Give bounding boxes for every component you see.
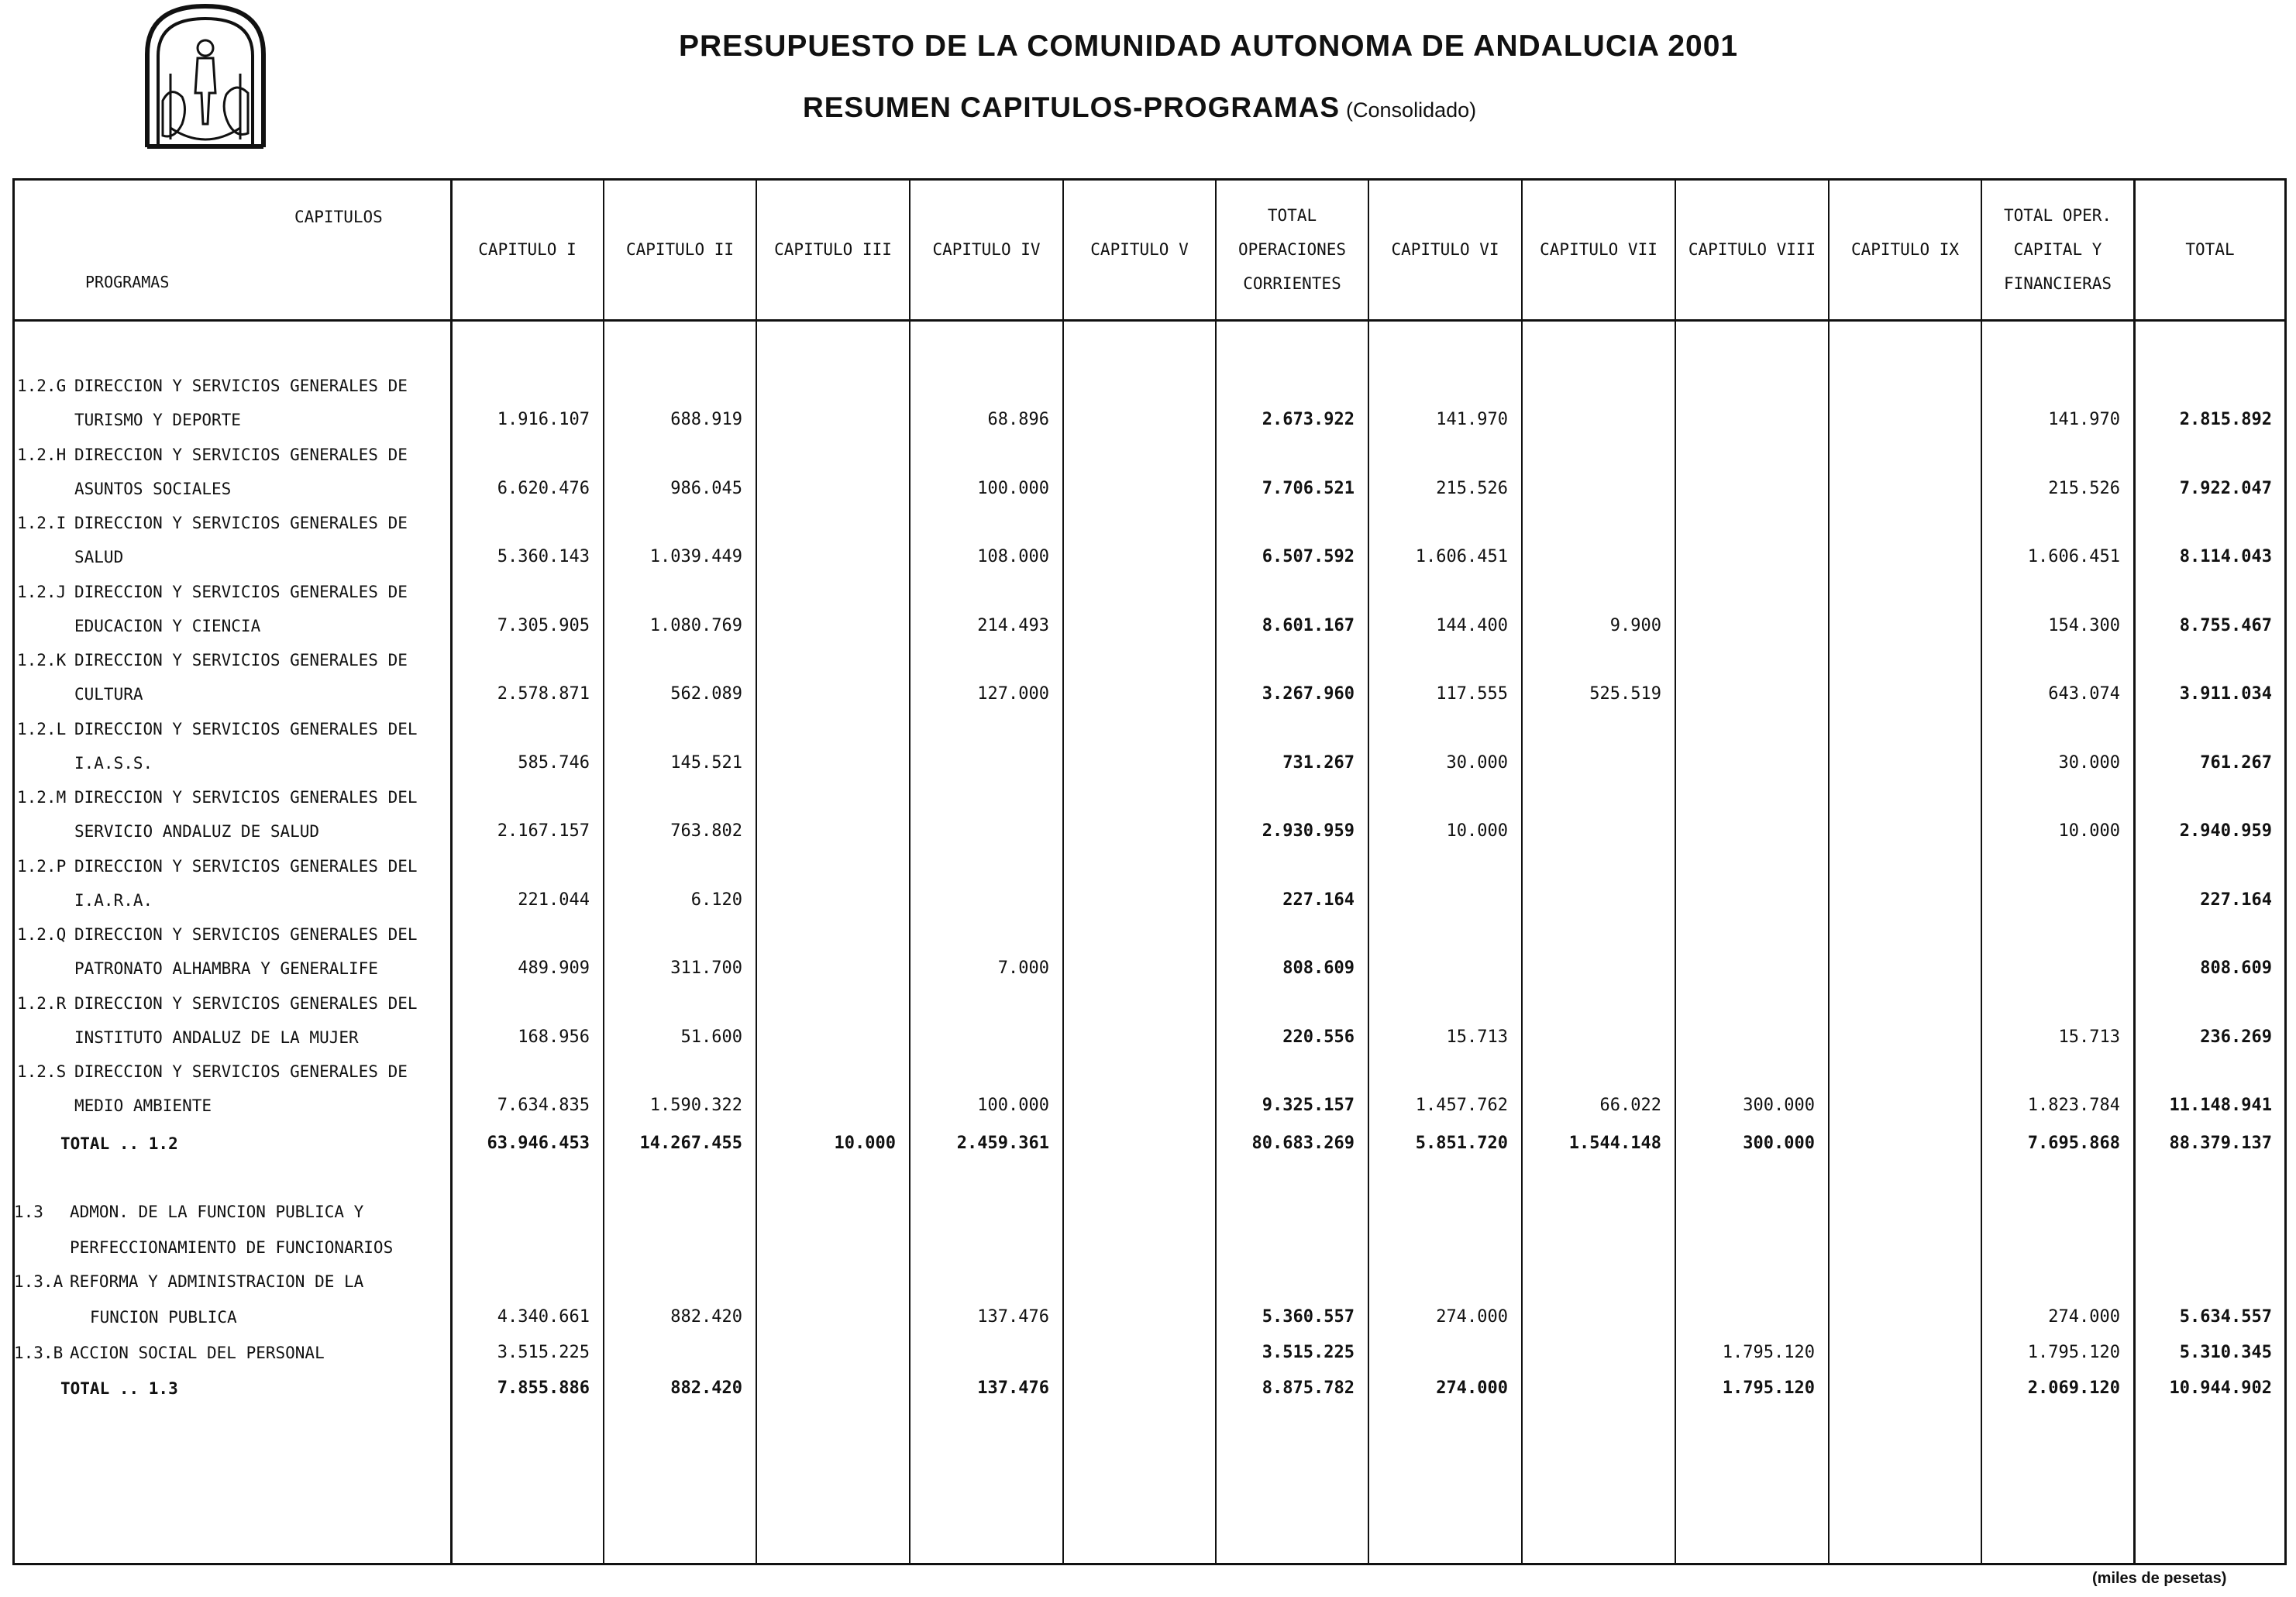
program-row-value: 2.673.922 xyxy=(1262,410,1355,429)
program-name: REFORMA Y ADMINISTRACION DE LA xyxy=(70,1272,364,1291)
program-row-value: 10.000 xyxy=(1446,821,1508,841)
program-row-value: 274.000 xyxy=(2048,1307,2120,1327)
program-name-cont: FUNCION PUBLICA xyxy=(90,1308,237,1327)
column-divider xyxy=(1521,178,1523,1565)
program-row-value: 221.044 xyxy=(518,890,590,910)
subtitle-note: (Consolidado) xyxy=(1346,98,1477,122)
program-row-value: 15.713 xyxy=(1446,1027,1508,1047)
program-row-value: 1.606.451 xyxy=(1415,547,1508,566)
program-row-value: 68.896 xyxy=(987,410,1049,429)
program-row-value: 5.634.557 xyxy=(2179,1307,2272,1327)
program-row-value: 11.148.941 xyxy=(2169,1096,2272,1115)
column-header: CORRIENTES xyxy=(1243,274,1341,293)
column-header: FINANCIERAS xyxy=(2003,274,2112,293)
column-header: TOTAL OPER. xyxy=(2003,206,2112,225)
column-divider xyxy=(756,178,757,1565)
program-row-value: 2.167.157 xyxy=(497,821,590,841)
document-subtitle: RESUMEN CAPITULOS-PROGRAMAS (Consolidado) xyxy=(803,91,1477,123)
column-header: CAPITULO IX xyxy=(1850,240,1960,259)
units-note: (miles de pesetas) xyxy=(2092,1570,2227,1587)
program-row-value: 5.360.557 xyxy=(1262,1307,1355,1327)
program-row-value: 8.755.467 xyxy=(2179,615,2272,635)
program-name-cont: TURISMO Y DEPORTE xyxy=(74,411,241,429)
program-row-value: 2.940.959 xyxy=(2179,821,2272,841)
total-1-3-value: 137.476 xyxy=(977,1378,1049,1398)
program-name: DIRECCION Y SERVICIOS GENERALES DEL xyxy=(74,993,418,1013)
program-row-value: 6.120 xyxy=(690,890,742,910)
program-row-value: 562.089 xyxy=(670,684,742,704)
program-row-value: 1.795.120 xyxy=(1722,1343,1815,1362)
program-row-value: 7.922.047 xyxy=(2179,478,2272,498)
program-row-value: 137.476 xyxy=(977,1307,1049,1327)
column-divider xyxy=(1062,178,1064,1565)
program-row-value: 300.000 xyxy=(1743,1096,1815,1115)
column-header: CAPITAL Y xyxy=(2013,240,2102,259)
corner-label-programas: PROGRAMAS xyxy=(85,273,170,291)
program-code: 1.2.H xyxy=(17,445,67,464)
program-name-cont: EDUCACION Y CIENCIA xyxy=(74,616,261,635)
program-code: 1.3.B xyxy=(14,1344,64,1362)
program-row-value: 4.340.661 xyxy=(497,1307,590,1327)
program-row-value: 5.310.345 xyxy=(2179,1343,2272,1362)
program-row-value: 100.000 xyxy=(977,1096,1049,1115)
program-row-value: 141.970 xyxy=(2048,410,2120,429)
program-name-cont: CULTURA xyxy=(74,685,143,704)
program-code: 1.2.L xyxy=(17,719,67,738)
column-divider xyxy=(1368,178,1369,1565)
total-label: TOTAL .. 1.3 xyxy=(60,1379,178,1398)
program-name: DIRECCION Y SERVICIOS GENERALES DE xyxy=(74,1062,408,1081)
total-1-2-value: 5.851.720 xyxy=(1415,1134,1508,1153)
header-separator xyxy=(12,319,2287,322)
program-code: 1.2.K xyxy=(17,651,67,669)
total-1-3-value: 882.420 xyxy=(670,1378,742,1398)
total-1-2-value: 1.544.148 xyxy=(1568,1134,1661,1153)
column-header: CAPITULO II xyxy=(625,240,735,259)
program-row-value: 688.919 xyxy=(670,410,742,429)
program-row-value: 215.526 xyxy=(2048,478,2120,498)
program-row-value: 5.360.143 xyxy=(497,547,590,566)
program-row-value: 30.000 xyxy=(2058,752,2120,773)
program-row-value: 236.269 xyxy=(2200,1027,2272,1047)
program-row-value: 808.609 xyxy=(2200,959,2272,978)
program-row-value: 3.267.960 xyxy=(1262,684,1355,704)
program-row-value: 2.930.959 xyxy=(1262,821,1355,841)
column-header: CAPITULO IV xyxy=(932,240,1041,259)
program-row-value: 9.900 xyxy=(1609,615,1661,635)
program-row-value: 30.000 xyxy=(1446,752,1508,773)
program-row-value: 6.507.592 xyxy=(1262,547,1355,566)
program-row-value: 274.000 xyxy=(1436,1307,1508,1327)
corner-label-capitulos: CAPITULOS xyxy=(294,208,383,226)
program-row-value: 3.911.034 xyxy=(2179,684,2272,704)
program-row-value: 8.114.043 xyxy=(2179,547,2272,566)
program-row-value: 3.515.225 xyxy=(1262,1343,1355,1362)
column-divider xyxy=(1828,178,1830,1565)
column-header: CAPITULO V xyxy=(1090,240,1189,259)
program-row-value: 108.000 xyxy=(977,547,1049,566)
total-1-2-value: 2.459.361 xyxy=(956,1134,1049,1153)
total-1-2-value: 88.379.137 xyxy=(2169,1134,2272,1153)
program-row-value: 154.300 xyxy=(2048,615,2120,635)
section-code: 1.3 xyxy=(14,1203,43,1221)
program-code: 1.2.M xyxy=(17,788,67,807)
column-header: TOTAL xyxy=(1267,206,1317,225)
program-row-value: 2.578.871 xyxy=(497,684,590,704)
program-row-value: 1.795.120 xyxy=(2027,1343,2120,1362)
program-row-value: 10.000 xyxy=(2058,821,2120,841)
program-row-value: 1.916.107 xyxy=(497,410,590,429)
program-row-value: 882.420 xyxy=(670,1307,742,1327)
program-code: 1.2.S xyxy=(17,1062,67,1081)
program-row-value: 127.000 xyxy=(977,684,1049,704)
program-row-value: 117.555 xyxy=(1436,684,1508,704)
program-row-value: 525.519 xyxy=(1589,684,1661,704)
program-row-value: 227.164 xyxy=(1282,890,1355,910)
program-row-value: 8.601.167 xyxy=(1262,615,1355,635)
total-1-2-value: 300.000 xyxy=(1743,1134,1815,1153)
program-name-cont: I.A.S.S. xyxy=(74,753,153,773)
column-header: CAPITULO I xyxy=(478,240,577,259)
program-code: 1.2.R xyxy=(17,993,67,1013)
program-row-value: 7.706.521 xyxy=(1262,478,1355,498)
program-name: DIRECCION Y SERVICIOS GENERALES DE xyxy=(74,514,408,532)
program-code: 1.2.I xyxy=(17,514,67,532)
program-row-value: 1.457.762 xyxy=(1415,1096,1508,1115)
program-name-cont: I.A.R.A. xyxy=(74,890,153,910)
column-header: CAPITULO VII xyxy=(1540,240,1657,259)
section-name: ADMON. DE LA FUNCION PUBLICA Y xyxy=(70,1203,364,1221)
program-code: 1.2.J xyxy=(17,582,67,601)
program-row-value: 731.267 xyxy=(1282,752,1355,773)
program-row-value: 141.970 xyxy=(1436,410,1508,429)
andalucia-coat-of-arms-logo xyxy=(139,0,271,155)
program-name-cont: SERVICIO ANDALUZ DE SALUD xyxy=(74,822,320,841)
program-name: ACCION SOCIAL DEL PERSONAL xyxy=(70,1344,325,1362)
total-1-2-value: 80.683.269 xyxy=(1251,1134,1355,1153)
total-1-3-value: 10.944.902 xyxy=(2169,1378,2272,1398)
program-name: DIRECCION Y SERVICIOS GENERALES DE xyxy=(74,445,408,464)
program-row-value: 215.526 xyxy=(1436,478,1508,498)
program-row-value: 808.609 xyxy=(1282,959,1355,978)
program-row-value: 489.909 xyxy=(518,959,590,978)
total-1-2-value: 10.000 xyxy=(834,1134,896,1153)
program-row-value: 144.400 xyxy=(1436,615,1508,635)
program-row-value: 643.074 xyxy=(2048,684,2120,704)
program-name-cont: INSTITUTO ANDALUZ DE LA MUJER xyxy=(74,1027,359,1047)
total-1-2-value: 63.946.453 xyxy=(487,1134,590,1153)
program-name: DIRECCION Y SERVICIOS GENERALES DE xyxy=(74,651,408,669)
total-1-3-value: 7.855.886 xyxy=(497,1378,590,1398)
program-row-value: 7.000 xyxy=(997,959,1049,978)
total-1-2-value: 14.267.455 xyxy=(639,1134,742,1153)
program-name: DIRECCION Y SERVICIOS GENERALES DE xyxy=(74,582,408,601)
program-row-value: 7.634.835 xyxy=(497,1096,590,1115)
program-row-value: 1.823.784 xyxy=(2027,1096,2120,1115)
program-row-value: 1.080.769 xyxy=(649,615,742,635)
total-1-3-value: 2.069.120 xyxy=(2027,1378,2120,1398)
program-code: 1.2.P xyxy=(17,856,67,876)
program-row-value: 986.045 xyxy=(670,478,742,498)
program-row-value: 168.956 xyxy=(518,1027,590,1047)
program-row-value: 1.590.322 xyxy=(649,1096,742,1115)
program-name: DIRECCION Y SERVICIOS GENERALES DEL xyxy=(74,719,418,738)
program-code: 1.2.Q xyxy=(17,925,67,944)
total-1-2-value: 7.695.868 xyxy=(2027,1134,2120,1153)
program-row-value: 9.325.157 xyxy=(1262,1096,1355,1115)
total-1-3-value: 274.000 xyxy=(1436,1378,1508,1398)
section-name-cont: PERFECCIONAMIENTO DE FUNCIONARIOS xyxy=(70,1238,394,1257)
program-name-cont: SALUD xyxy=(74,548,124,566)
column-header: CAPITULO III xyxy=(774,240,892,259)
program-row-value: 1.039.449 xyxy=(649,547,742,566)
column-header: CAPITULO VI xyxy=(1391,240,1499,259)
program-name: DIRECCION Y SERVICIOS GENERALES DEL xyxy=(74,856,418,876)
program-row-value: 761.267 xyxy=(2200,752,2272,773)
program-row-value: 100.000 xyxy=(977,478,1049,498)
program-row-value: 3.515.225 xyxy=(497,1343,590,1362)
program-row-value: 311.700 xyxy=(670,959,742,978)
document-title: PRESUPUESTO DE LA COMUNIDAD AUTONOMA DE ANDALUCIA 2001 xyxy=(679,29,1739,63)
column-header: CAPITULO VIII xyxy=(1688,240,1816,259)
program-row-value: 66.022 xyxy=(1599,1096,1661,1115)
program-name-cont: PATRONATO ALHAMBRA Y GENERALIFE xyxy=(74,959,378,978)
program-row-value: 15.713 xyxy=(2058,1027,2120,1047)
program-name: DIRECCION Y SERVICIOS GENERALES DE xyxy=(74,377,408,395)
program-row-value: 145.521 xyxy=(670,752,742,773)
column-header: OPERACIONES xyxy=(1237,240,1347,259)
column-divider xyxy=(603,178,604,1565)
column-header: TOTAL xyxy=(2185,240,2235,259)
total-1-3-value: 8.875.782 xyxy=(1262,1378,1355,1398)
program-row-value: 6.620.476 xyxy=(497,478,590,498)
program-row-value: 585.746 xyxy=(518,752,590,773)
program-code: 1.2.G xyxy=(17,377,67,395)
program-row-value: 51.600 xyxy=(680,1027,742,1047)
program-row-value: 2.815.892 xyxy=(2179,410,2272,429)
program-name: DIRECCION Y SERVICIOS GENERALES DEL xyxy=(74,788,418,807)
program-name-cont: ASUNTOS SOCIALES xyxy=(74,479,232,498)
column-divider xyxy=(909,178,910,1565)
program-row-value: 227.164 xyxy=(2200,890,2272,910)
total-1-3-value: 1.795.120 xyxy=(1722,1378,1815,1398)
program-row-value: 1.606.451 xyxy=(2027,547,2120,566)
program-name-cont: MEDIO AMBIENTE xyxy=(74,1096,212,1115)
program-name: DIRECCION Y SERVICIOS GENERALES DEL xyxy=(74,925,418,944)
program-row-value: 7.305.905 xyxy=(497,615,590,635)
program-code: 1.3.A xyxy=(14,1272,64,1291)
program-row-value: 214.493 xyxy=(977,615,1049,635)
program-row-value: 763.802 xyxy=(670,821,742,841)
total-label: TOTAL .. 1.2 xyxy=(60,1134,178,1153)
program-row-value: 220.556 xyxy=(1282,1027,1355,1047)
